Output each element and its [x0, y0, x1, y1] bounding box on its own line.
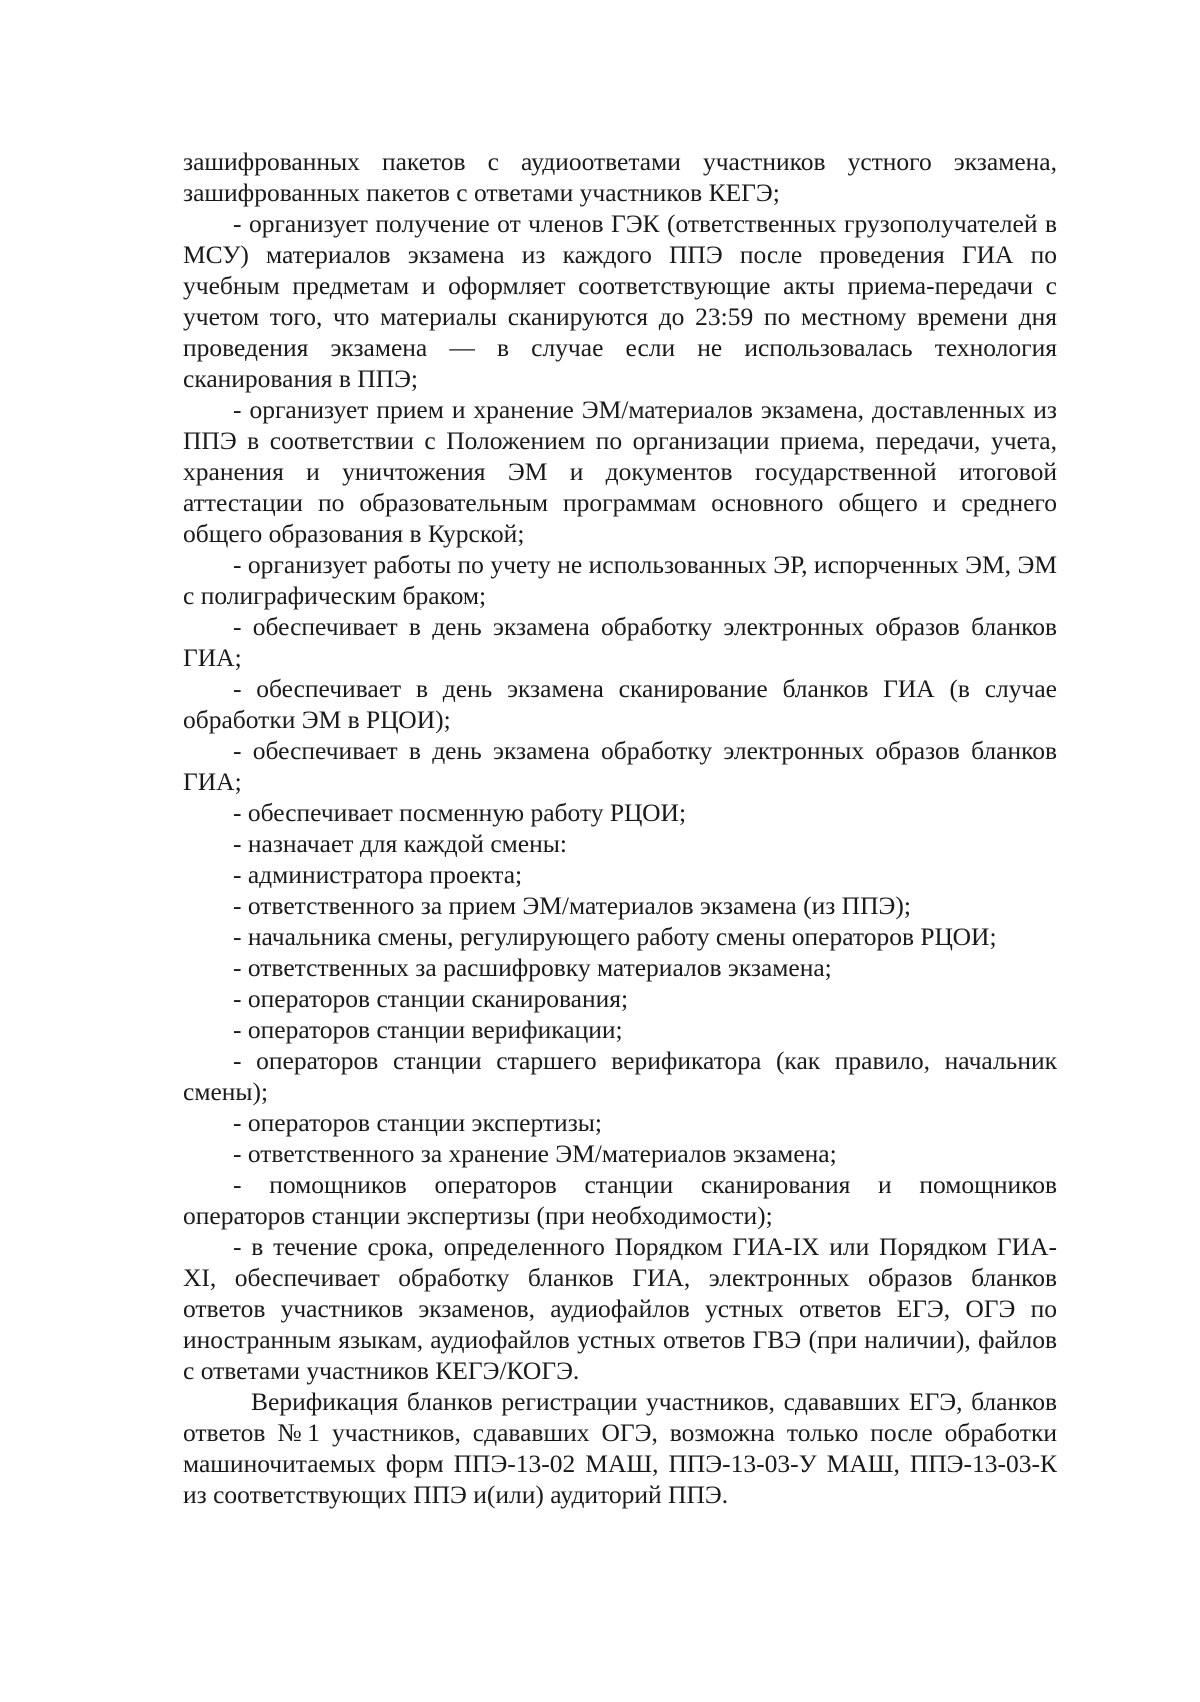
list-item: - начальника смены, регулирующего работу смены операторов РЦОИ;	[233, 922, 997, 951]
paragraph-scanning: - обеспечивает в день экзамена сканирование бланков ГИА (в случае обработки ЭМ в РЦОИ);	[183, 674, 1057, 734]
paragraph-storage: - организует прием и хранение ЭМ/материалов экзамена, доставленных из ППЭ в соответствии с Положением по организации приема, передачи, учета, хранения и уничтожения ЭМ и документов государственной итоговой аттестации по образовательным программам основного общего и среднего общего образования в Курской;	[183, 395, 1057, 548]
list-item: - администратора проекта;	[233, 860, 523, 889]
list-item: - ответственного за хранение ЭМ/материалов экзамена;	[233, 1139, 837, 1168]
paragraph-continued: зашифрованных пакетов с аудиоответами участников устного экзамена, зашифрованных пакетов с ответами участников КЕГЭ;	[183, 147, 1057, 207]
document-body	[183, 146, 1057, 1510]
list-item: - назначает для каждой смены:	[233, 829, 567, 858]
list-item-wrapped: - операторов станции старшего верификатора (как правило, начальник смены);	[183, 1046, 1057, 1106]
list-item: - ответственных за расшифровку материалов экзамена;	[233, 953, 832, 982]
list-item: - операторов станции сканирования;	[233, 984, 629, 1013]
list-item: - ответственного за прием ЭМ/материалов экзамена (из ППЭ);	[233, 891, 911, 920]
list-item: - операторов станции экспертизы;	[233, 1108, 602, 1137]
list-item: - операторов станции верификации;	[233, 1015, 623, 1044]
paragraph-receive-materials: - организует получение от членов ГЭК (ответственных грузополучателей в МСУ) материалов экзамена из каждого ППЭ после проведения ГИА по учебным предметам и оформляет соответствующие акты приема-передачи с учетом того, что материалы сканируются до 23:59 по местному времени дня проведения экзамена — в случае если не использовалась технология сканирования в ППЭ;	[183, 209, 1057, 393]
paragraph-assistants: - помощников операторов станции сканирования и помощников операторов станции экспертизы (при необходимости);	[183, 1170, 1057, 1230]
paragraph-processing-deadline: - в течение срока, определенного Порядком ГИА-IX или Порядком ГИА-XI, обеспечивает обработку бланков ГИА, электронных образов бланков ответов участников экзаменов, аудиофайлов устных ответов ЕГЭ, ОГЭ по иностранным языкам, аудиофайлов устных ответов ГВЭ (при наличии), файлов с ответами участников КЕГЭ/КОГЭ.	[183, 1232, 1057, 1385]
paragraph-accounting: - организует работы по учету не использованных ЭР, испорченных ЭМ, ЭМ с полиграфическим браком;	[183, 550, 1057, 610]
list-item: - обеспечивает посменную работу РЦОИ;	[233, 798, 687, 827]
paragraph-processing-images-2: - обеспечивает в день экзамена обработку электронных образов бланков ГИА;	[183, 736, 1057, 796]
paragraph-processing-images: - обеспечивает в день экзамена обработку электронных образов бланков ГИА;	[183, 612, 1057, 672]
paragraph-verification: Верификация бланков регистрации участников, сдававших ЕГЭ, бланков ответов №1 участников, сдававших ОГЭ, возможна только после обработки машиночитаемых форм ППЭ-13-02 МАШ, ППЭ-13-03-У МАШ, ППЭ-13-03-К из соответствующих ППЭ и(или) аудиторий ППЭ.	[183, 1387, 1057, 1509]
